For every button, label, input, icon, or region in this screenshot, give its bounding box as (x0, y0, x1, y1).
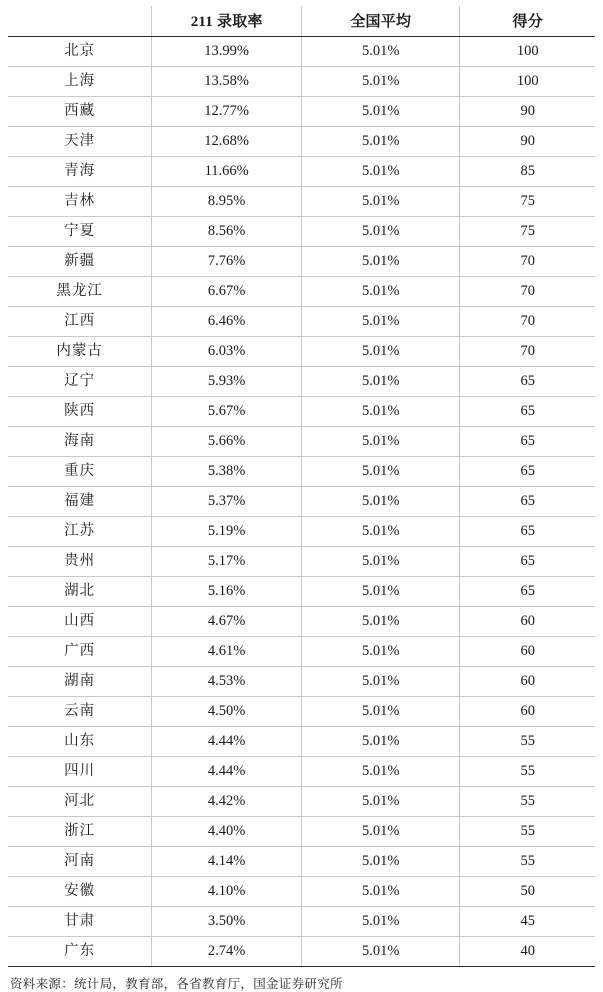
cell-score: 55 (460, 727, 595, 757)
cell-region: 福建 (8, 487, 152, 517)
cell-score: 60 (460, 607, 595, 637)
cell-rate: 5.67% (152, 397, 302, 427)
table-row (8, 367, 595, 397)
table-row (8, 877, 595, 907)
table-row (8, 547, 595, 577)
cell-region: 甘肃 (8, 907, 152, 937)
table-row (8, 697, 595, 727)
cell-score: 65 (460, 457, 595, 487)
cell-region: 黑龙江 (8, 277, 152, 307)
cell-score: 65 (460, 427, 595, 457)
cell-rate: 4.44% (152, 727, 302, 757)
cell-region: 湖北 (8, 577, 152, 607)
table-row (8, 307, 595, 337)
column-header-rate: 211 录取率 (152, 6, 302, 37)
table-row (8, 847, 595, 877)
cell-score: 50 (460, 877, 595, 907)
cell-national-average: 5.01% (301, 667, 459, 697)
cell-national-average: 5.01% (301, 337, 459, 367)
table-row (8, 517, 595, 547)
cell-region: 浙江 (8, 817, 152, 847)
cell-rate: 4.10% (152, 877, 302, 907)
column-header-region (8, 6, 152, 37)
cell-national-average: 5.01% (301, 127, 459, 157)
cell-region: 宁夏 (8, 217, 152, 247)
cell-score: 45 (460, 907, 595, 937)
cell-score: 75 (460, 217, 595, 247)
table-row (8, 67, 595, 97)
cell-national-average: 5.01% (301, 847, 459, 877)
cell-score: 100 (460, 37, 595, 67)
cell-region: 陕西 (8, 397, 152, 427)
cell-region: 云南 (8, 697, 152, 727)
table-row (8, 817, 595, 847)
table-header-row (8, 6, 595, 37)
cell-region: 广东 (8, 937, 152, 967)
cell-rate: 4.50% (152, 697, 302, 727)
cell-national-average: 5.01% (301, 907, 459, 937)
cell-score: 100 (460, 67, 595, 97)
table-row (8, 217, 595, 247)
cell-national-average: 5.01% (301, 487, 459, 517)
cell-rate: 8.95% (152, 187, 302, 217)
cell-region: 内蒙古 (8, 337, 152, 367)
cell-score: 60 (460, 667, 595, 697)
cell-region: 湖南 (8, 667, 152, 697)
recruitment-rate-table (8, 6, 595, 967)
cell-rate: 4.61% (152, 637, 302, 667)
cell-region: 辽宁 (8, 367, 152, 397)
table-row (8, 607, 595, 637)
cell-national-average: 5.01% (301, 517, 459, 547)
column-header-national-average: 全国平均 (301, 6, 459, 37)
table-row (8, 787, 595, 817)
cell-rate: 3.50% (152, 907, 302, 937)
cell-national-average: 5.01% (301, 457, 459, 487)
cell-score: 65 (460, 397, 595, 427)
cell-rate: 6.03% (152, 337, 302, 367)
table-row (8, 247, 595, 277)
cell-region: 安徽 (8, 877, 152, 907)
cell-rate: 5.93% (152, 367, 302, 397)
cell-national-average: 5.01% (301, 817, 459, 847)
cell-region: 新疆 (8, 247, 152, 277)
table-body (8, 37, 595, 967)
cell-score: 70 (460, 277, 595, 307)
table-row (8, 637, 595, 667)
cell-national-average: 5.01% (301, 307, 459, 337)
table-row (8, 907, 595, 937)
cell-national-average: 5.01% (301, 757, 459, 787)
cell-score: 70 (460, 337, 595, 367)
table-row (8, 757, 595, 787)
cell-rate: 2.74% (152, 937, 302, 967)
cell-rate: 5.19% (152, 517, 302, 547)
cell-region: 重庆 (8, 457, 152, 487)
cell-rate: 13.99% (152, 37, 302, 67)
cell-national-average: 5.01% (301, 727, 459, 757)
cell-region: 西藏 (8, 97, 152, 127)
cell-region: 山西 (8, 607, 152, 637)
cell-rate: 11.66% (152, 157, 302, 187)
cell-national-average: 5.01% (301, 607, 459, 637)
cell-rate: 8.56% (152, 217, 302, 247)
cell-national-average: 5.01% (301, 577, 459, 607)
cell-national-average: 5.01% (301, 157, 459, 187)
cell-region: 江苏 (8, 517, 152, 547)
cell-score: 70 (460, 307, 595, 337)
table-row (8, 937, 595, 967)
cell-rate: 7.76% (152, 247, 302, 277)
table-row (8, 397, 595, 427)
cell-national-average: 5.01% (301, 217, 459, 247)
cell-score: 55 (460, 787, 595, 817)
cell-score: 55 (460, 817, 595, 847)
cell-region: 海南 (8, 427, 152, 457)
cell-region: 北京 (8, 37, 152, 67)
column-header-score: 得分 (460, 6, 595, 37)
cell-score: 55 (460, 757, 595, 787)
table-row (8, 37, 595, 67)
table-row (8, 127, 595, 157)
cell-region: 吉林 (8, 187, 152, 217)
table-row (8, 337, 595, 367)
cell-region: 上海 (8, 67, 152, 97)
cell-region: 青海 (8, 157, 152, 187)
cell-rate: 5.66% (152, 427, 302, 457)
table-row (8, 457, 595, 487)
cell-score: 65 (460, 517, 595, 547)
cell-national-average: 5.01% (301, 37, 459, 67)
cell-rate: 4.53% (152, 667, 302, 697)
cell-rate: 13.58% (152, 67, 302, 97)
table-row (8, 157, 595, 187)
cell-national-average: 5.01% (301, 247, 459, 277)
table-row (8, 187, 595, 217)
cell-national-average: 5.01% (301, 187, 459, 217)
cell-national-average: 5.01% (301, 697, 459, 727)
cell-region: 河北 (8, 787, 152, 817)
cell-score: 90 (460, 97, 595, 127)
cell-rate: 6.46% (152, 307, 302, 337)
cell-score: 70 (460, 247, 595, 277)
cell-national-average: 5.01% (301, 67, 459, 97)
table-row (8, 727, 595, 757)
cell-region: 四川 (8, 757, 152, 787)
cell-region: 广西 (8, 637, 152, 667)
cell-region: 山东 (8, 727, 152, 757)
cell-rate: 4.40% (152, 817, 302, 847)
cell-score: 55 (460, 847, 595, 877)
cell-national-average: 5.01% (301, 427, 459, 457)
cell-score: 65 (460, 547, 595, 577)
table-row (8, 277, 595, 307)
source-note: 资料来源：统计局，教育部，各省教育厅，国金证券研究所 (10, 977, 343, 991)
cell-rate: 5.38% (152, 457, 302, 487)
cell-national-average: 5.01% (301, 277, 459, 307)
cell-score: 65 (460, 487, 595, 517)
cell-rate: 4.14% (152, 847, 302, 877)
cell-national-average: 5.01% (301, 787, 459, 817)
cell-score: 65 (460, 577, 595, 607)
cell-rate: 4.42% (152, 787, 302, 817)
cell-rate: 4.44% (152, 757, 302, 787)
table-row (8, 667, 595, 697)
table-row (8, 487, 595, 517)
cell-rate: 12.77% (152, 97, 302, 127)
cell-score: 75 (460, 187, 595, 217)
cell-score: 40 (460, 937, 595, 967)
cell-national-average: 5.01% (301, 877, 459, 907)
table-row (8, 577, 595, 607)
cell-score: 65 (460, 367, 595, 397)
table-row (8, 97, 595, 127)
cell-rate: 6.67% (152, 277, 302, 307)
cell-score: 85 (460, 157, 595, 187)
cell-rate: 5.37% (152, 487, 302, 517)
cell-rate: 5.16% (152, 577, 302, 607)
cell-score: 60 (460, 697, 595, 727)
cell-region: 天津 (8, 127, 152, 157)
cell-national-average: 5.01% (301, 97, 459, 127)
cell-rate: 4.67% (152, 607, 302, 637)
cell-region: 河南 (8, 847, 152, 877)
cell-national-average: 5.01% (301, 547, 459, 577)
cell-region: 江西 (8, 307, 152, 337)
cell-score: 90 (460, 127, 595, 157)
table-header (8, 6, 595, 37)
cell-national-average: 5.01% (301, 637, 459, 667)
cell-score: 60 (460, 637, 595, 667)
cell-national-average: 5.01% (301, 937, 459, 967)
cell-rate: 12.68% (152, 127, 302, 157)
cell-national-average: 5.01% (301, 367, 459, 397)
cell-region: 贵州 (8, 547, 152, 577)
table-row (8, 427, 595, 457)
cell-national-average: 5.01% (301, 397, 459, 427)
cell-rate: 5.17% (152, 547, 302, 577)
